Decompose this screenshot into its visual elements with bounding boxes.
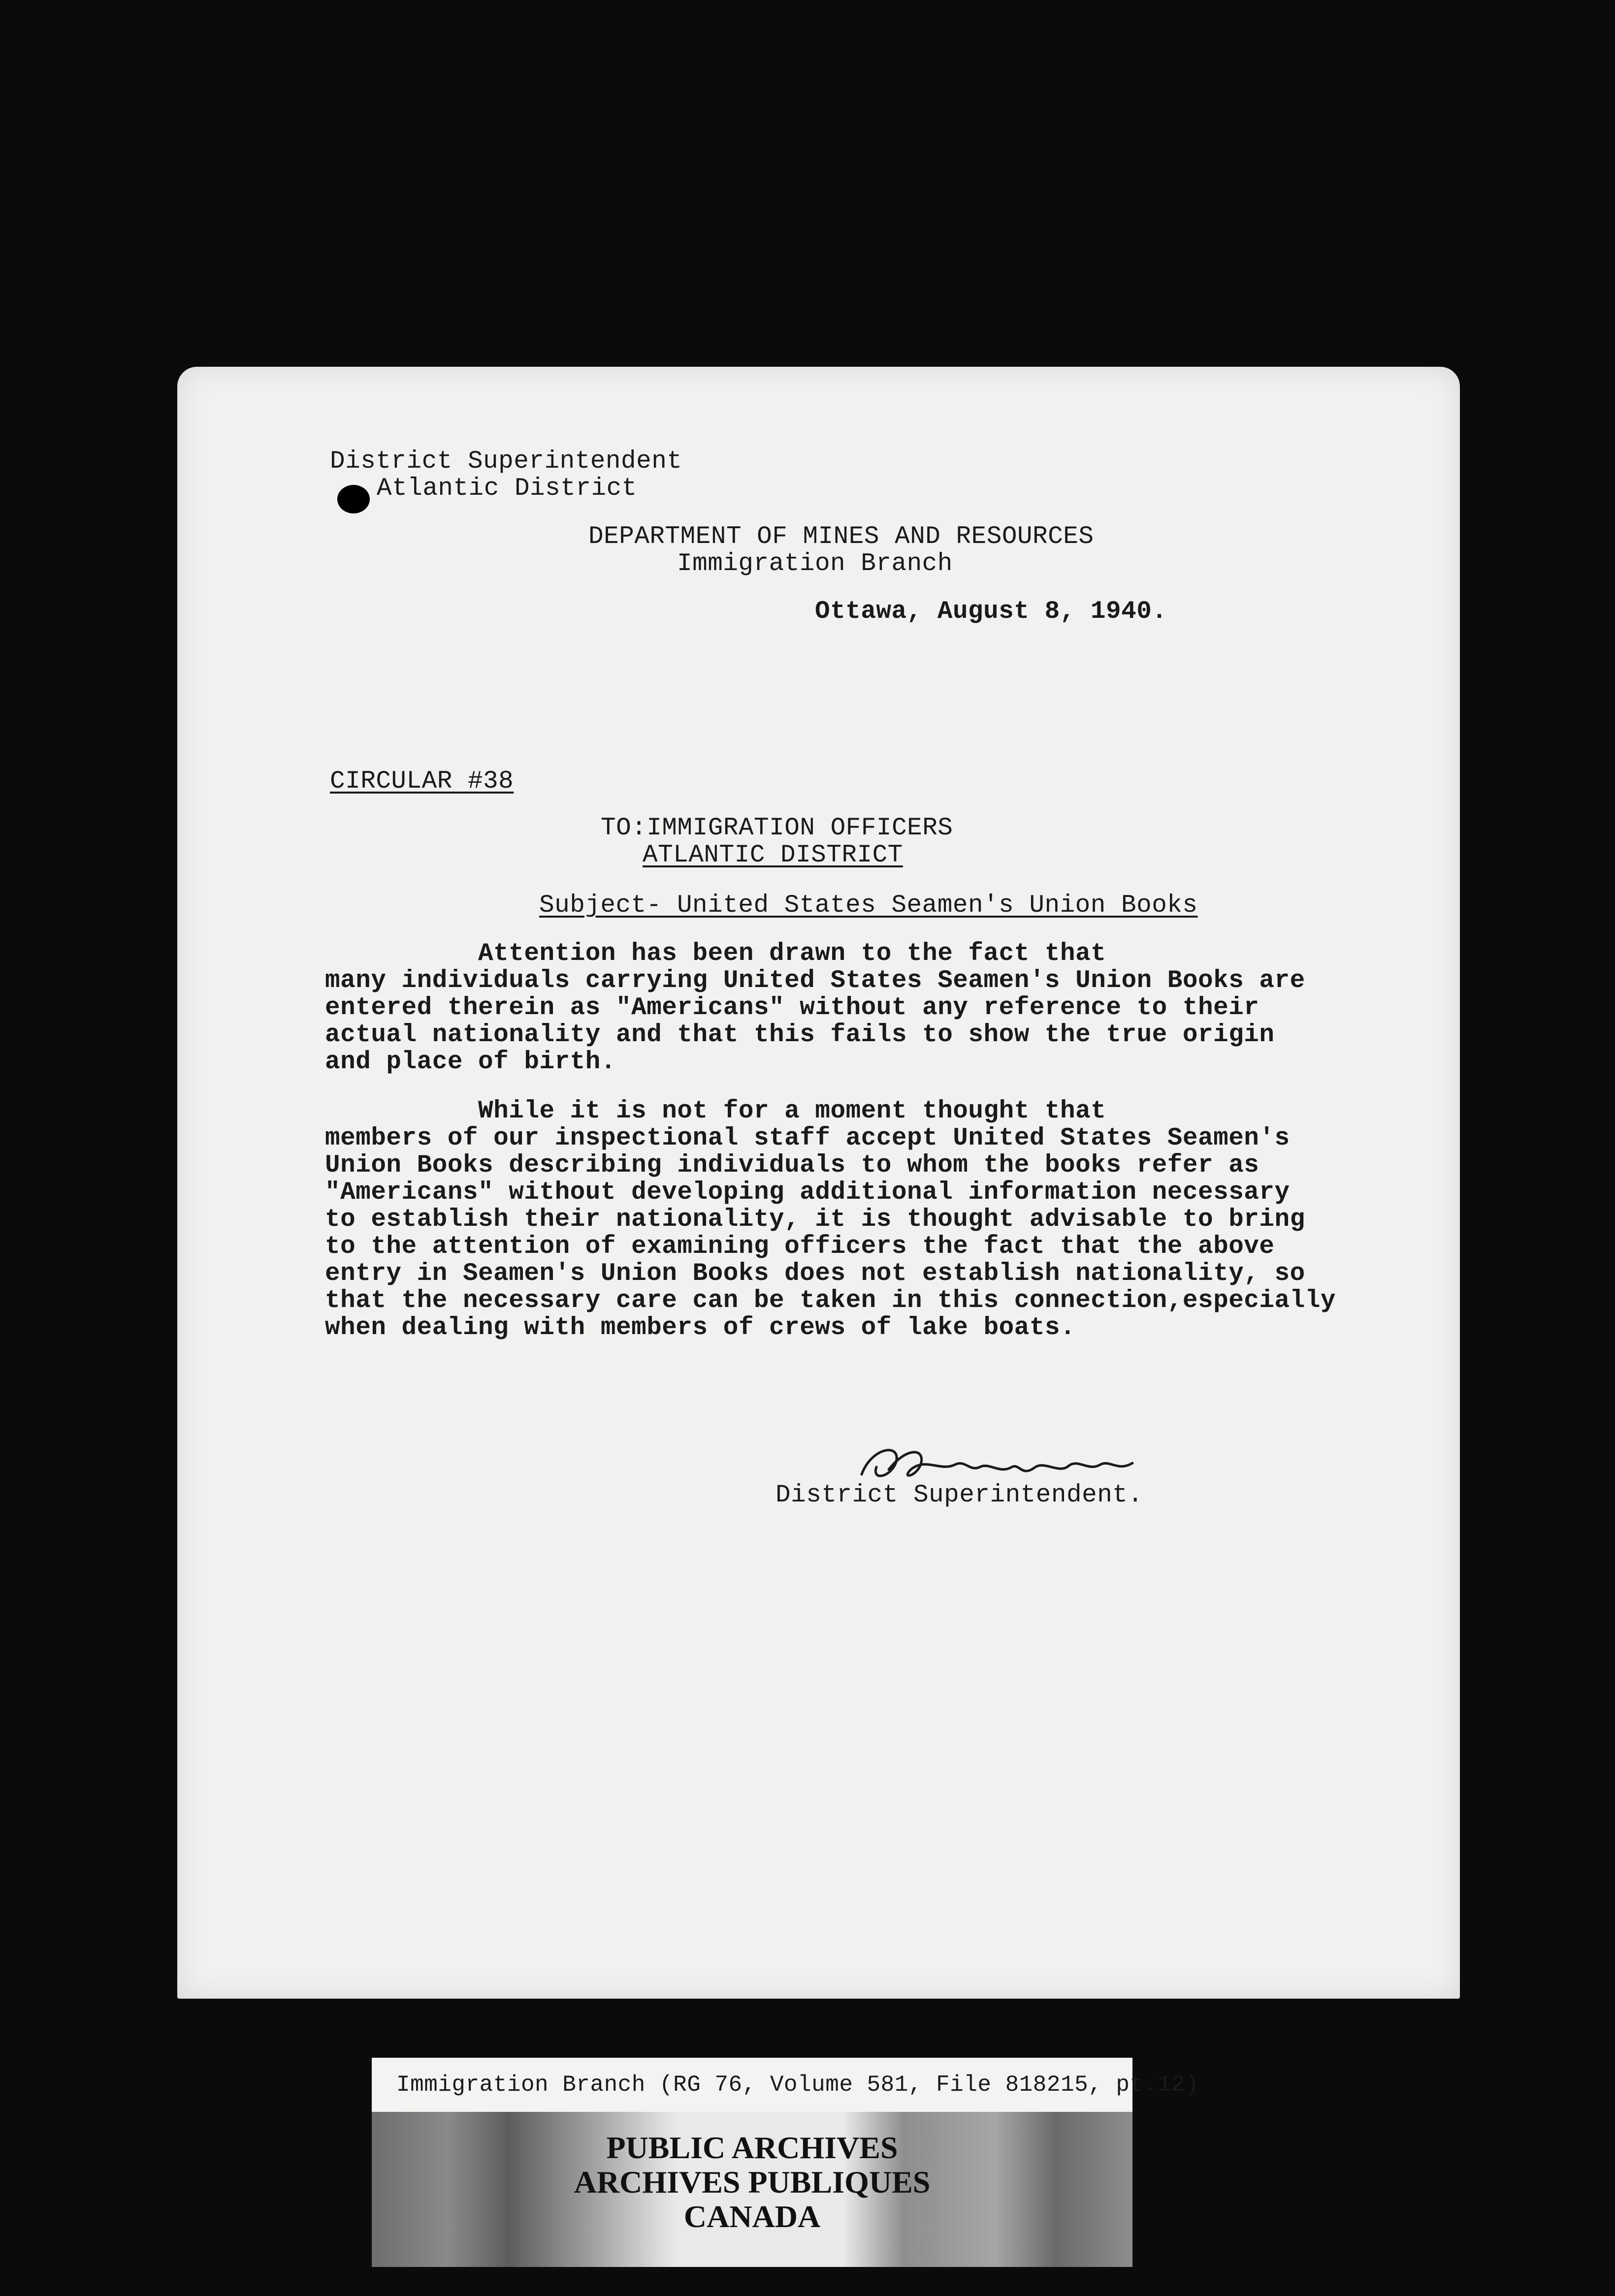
paragraph-2-line: to the attention of examining officers the fact that the above [325,1233,1275,1261]
department-heading: DEPARTMENT OF MINES AND RESOURCES [588,523,1094,551]
subject-line: Subject- United States Seamen's Union Books [539,892,1198,920]
circular-number: CIRCULAR #38 [330,767,514,796]
place-date: Ottawa, August 8, 1940. [815,598,1167,626]
from-line-1: District Superintendent [330,447,682,476]
to-line-1: TO:IMMIGRATION OFFICERS [601,814,953,842]
from-line-2: Atlantic District [377,475,637,503]
paragraph-2-line: members of our inspectional staff accept United States Seamen's [325,1124,1290,1152]
paragraph-1-line: entered therein as "Americans" without any reference to their [325,994,1260,1022]
archive-reference-text: Immigration Branch (RG 76, Volume 581, File 818215, pt.12) [396,2072,1199,2098]
paragraph-1-line: actual nationality and that this fails to show the true origin [325,1021,1275,1049]
paragraph-2-line: when dealing with members of crews of lake boats. [325,1314,1076,1342]
document-page [177,367,1460,1999]
paragraph-1-line: and place of birth. [325,1048,616,1076]
paragraph-1-line: Attention has been drawn to the fact that [325,940,1106,968]
paragraph-2-line: Union Books describing individuals to whom the books refer as [325,1151,1260,1180]
branch-heading: Immigration Branch [677,550,953,578]
signature-title: District Superintendent. [775,1481,1143,1509]
paragraph-2-line: that the necessary care can be taken in this connection,especially [325,1287,1336,1315]
paragraph-2-line: While it is not for a moment thought that [325,1097,1106,1125]
paragraph-2-line: entry in Seamen's Union Books does not establish nationality, so [325,1260,1305,1288]
paragraph-2-line: to establish their nationality, it is thought advisable to bring [325,1206,1305,1234]
to-line-2: ATLANTIC DISTRICT [643,841,903,869]
paragraph-1-line: many individuals carrying United States Seamen's Union Books are [325,967,1305,995]
stamp-line-1: PUBLIC ARCHIVES [606,2130,898,2165]
stamp-line-3: CANADA [683,2199,821,2234]
paragraph-2-line: "Americans" without developing additional information necessary [325,1179,1290,1207]
stamp-line-2: ARCHIVES PUBLIQUES [574,2165,931,2200]
punch-hole [337,485,370,513]
archive-stamp [372,2112,1132,2267]
archive-reference-label [372,2058,1199,2112]
